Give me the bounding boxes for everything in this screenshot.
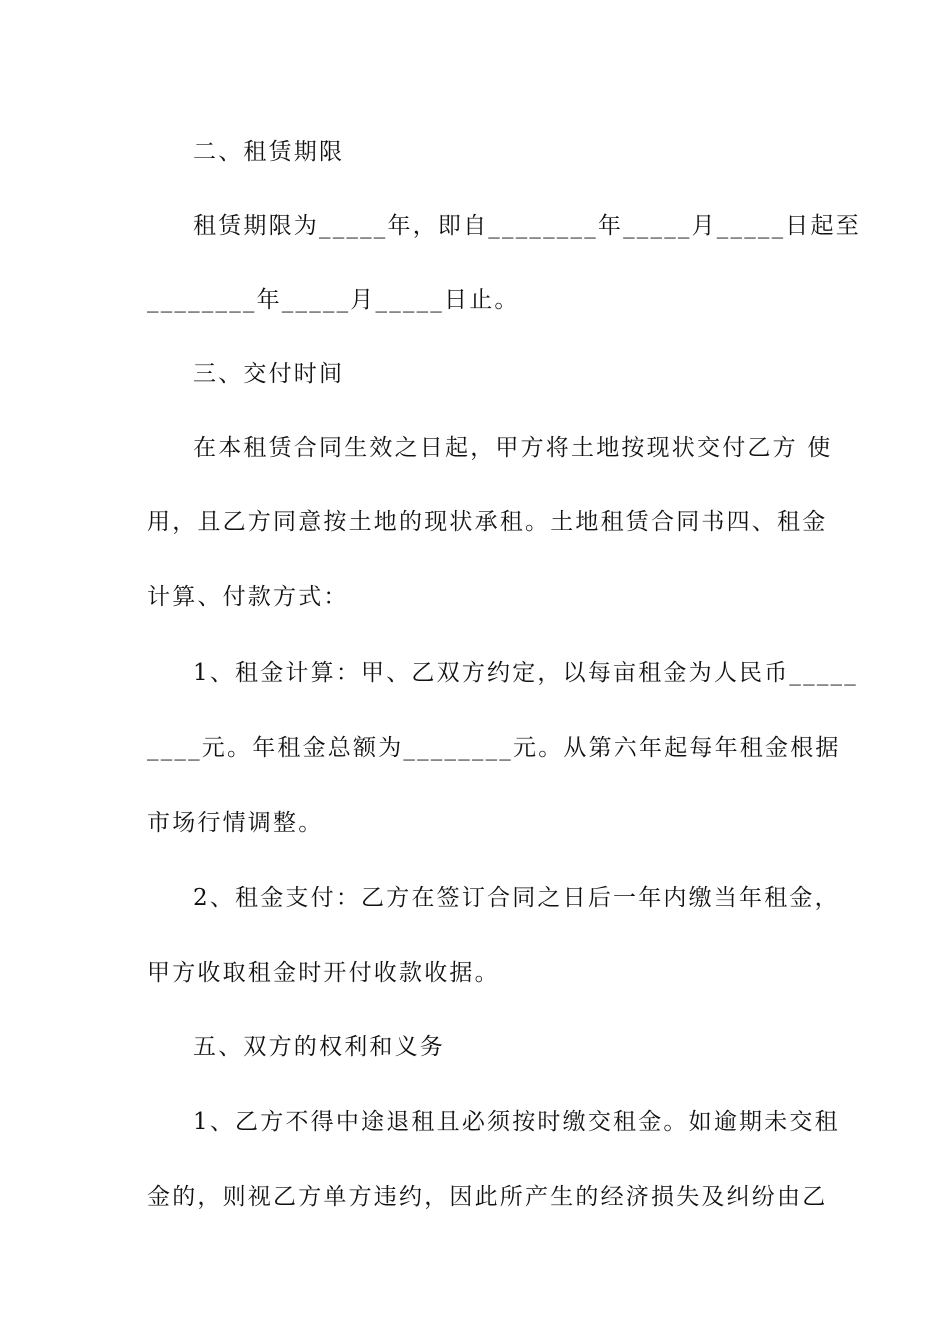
paragraph-line: 在本租赁合同生效之日起，甲方将土地按现状交付乙方 使 (193, 435, 833, 461)
paragraph-line: 甲方收取租金时开付收款收据。 (147, 960, 500, 986)
paragraph-line: 计算、付款方式： (147, 584, 349, 610)
section-heading-lease-term: 二、租赁期限 (193, 139, 345, 165)
paragraph-line: 市场行情调整。 (147, 810, 324, 836)
paragraph-line: 2、租金支付：乙方在签订合同之日后一年内缴当年租金， (193, 885, 840, 911)
paragraph-line: ________年_____月_____日止。 (147, 287, 520, 313)
paragraph-line: 1、乙方不得中途退租且必须按时缴交租金。如逾期未交租 (193, 1109, 840, 1135)
section-heading-rights-obligations: 五、双方的权利和义务 (193, 1034, 445, 1060)
paragraph-line: 金的，则视乙方单方违约，因此所产生的经济损失及纠纷由乙 (147, 1184, 828, 1210)
paragraph-line: ____元。年租金总额为________元。从第六年起每年租金根据 (147, 735, 841, 761)
paragraph-line: 用，且乙方同意按土地的现状承租。土地租赁合同书四、租金 (147, 509, 828, 535)
section-heading-delivery-time: 三、交付时间 (193, 361, 345, 387)
paragraph-line: 租赁期限为_____年，即自________年_____月_____日起至 (193, 213, 861, 239)
paragraph-line: 1、租金计算：甲、乙双方约定，以每亩租金为人民币_____ (193, 660, 858, 686)
